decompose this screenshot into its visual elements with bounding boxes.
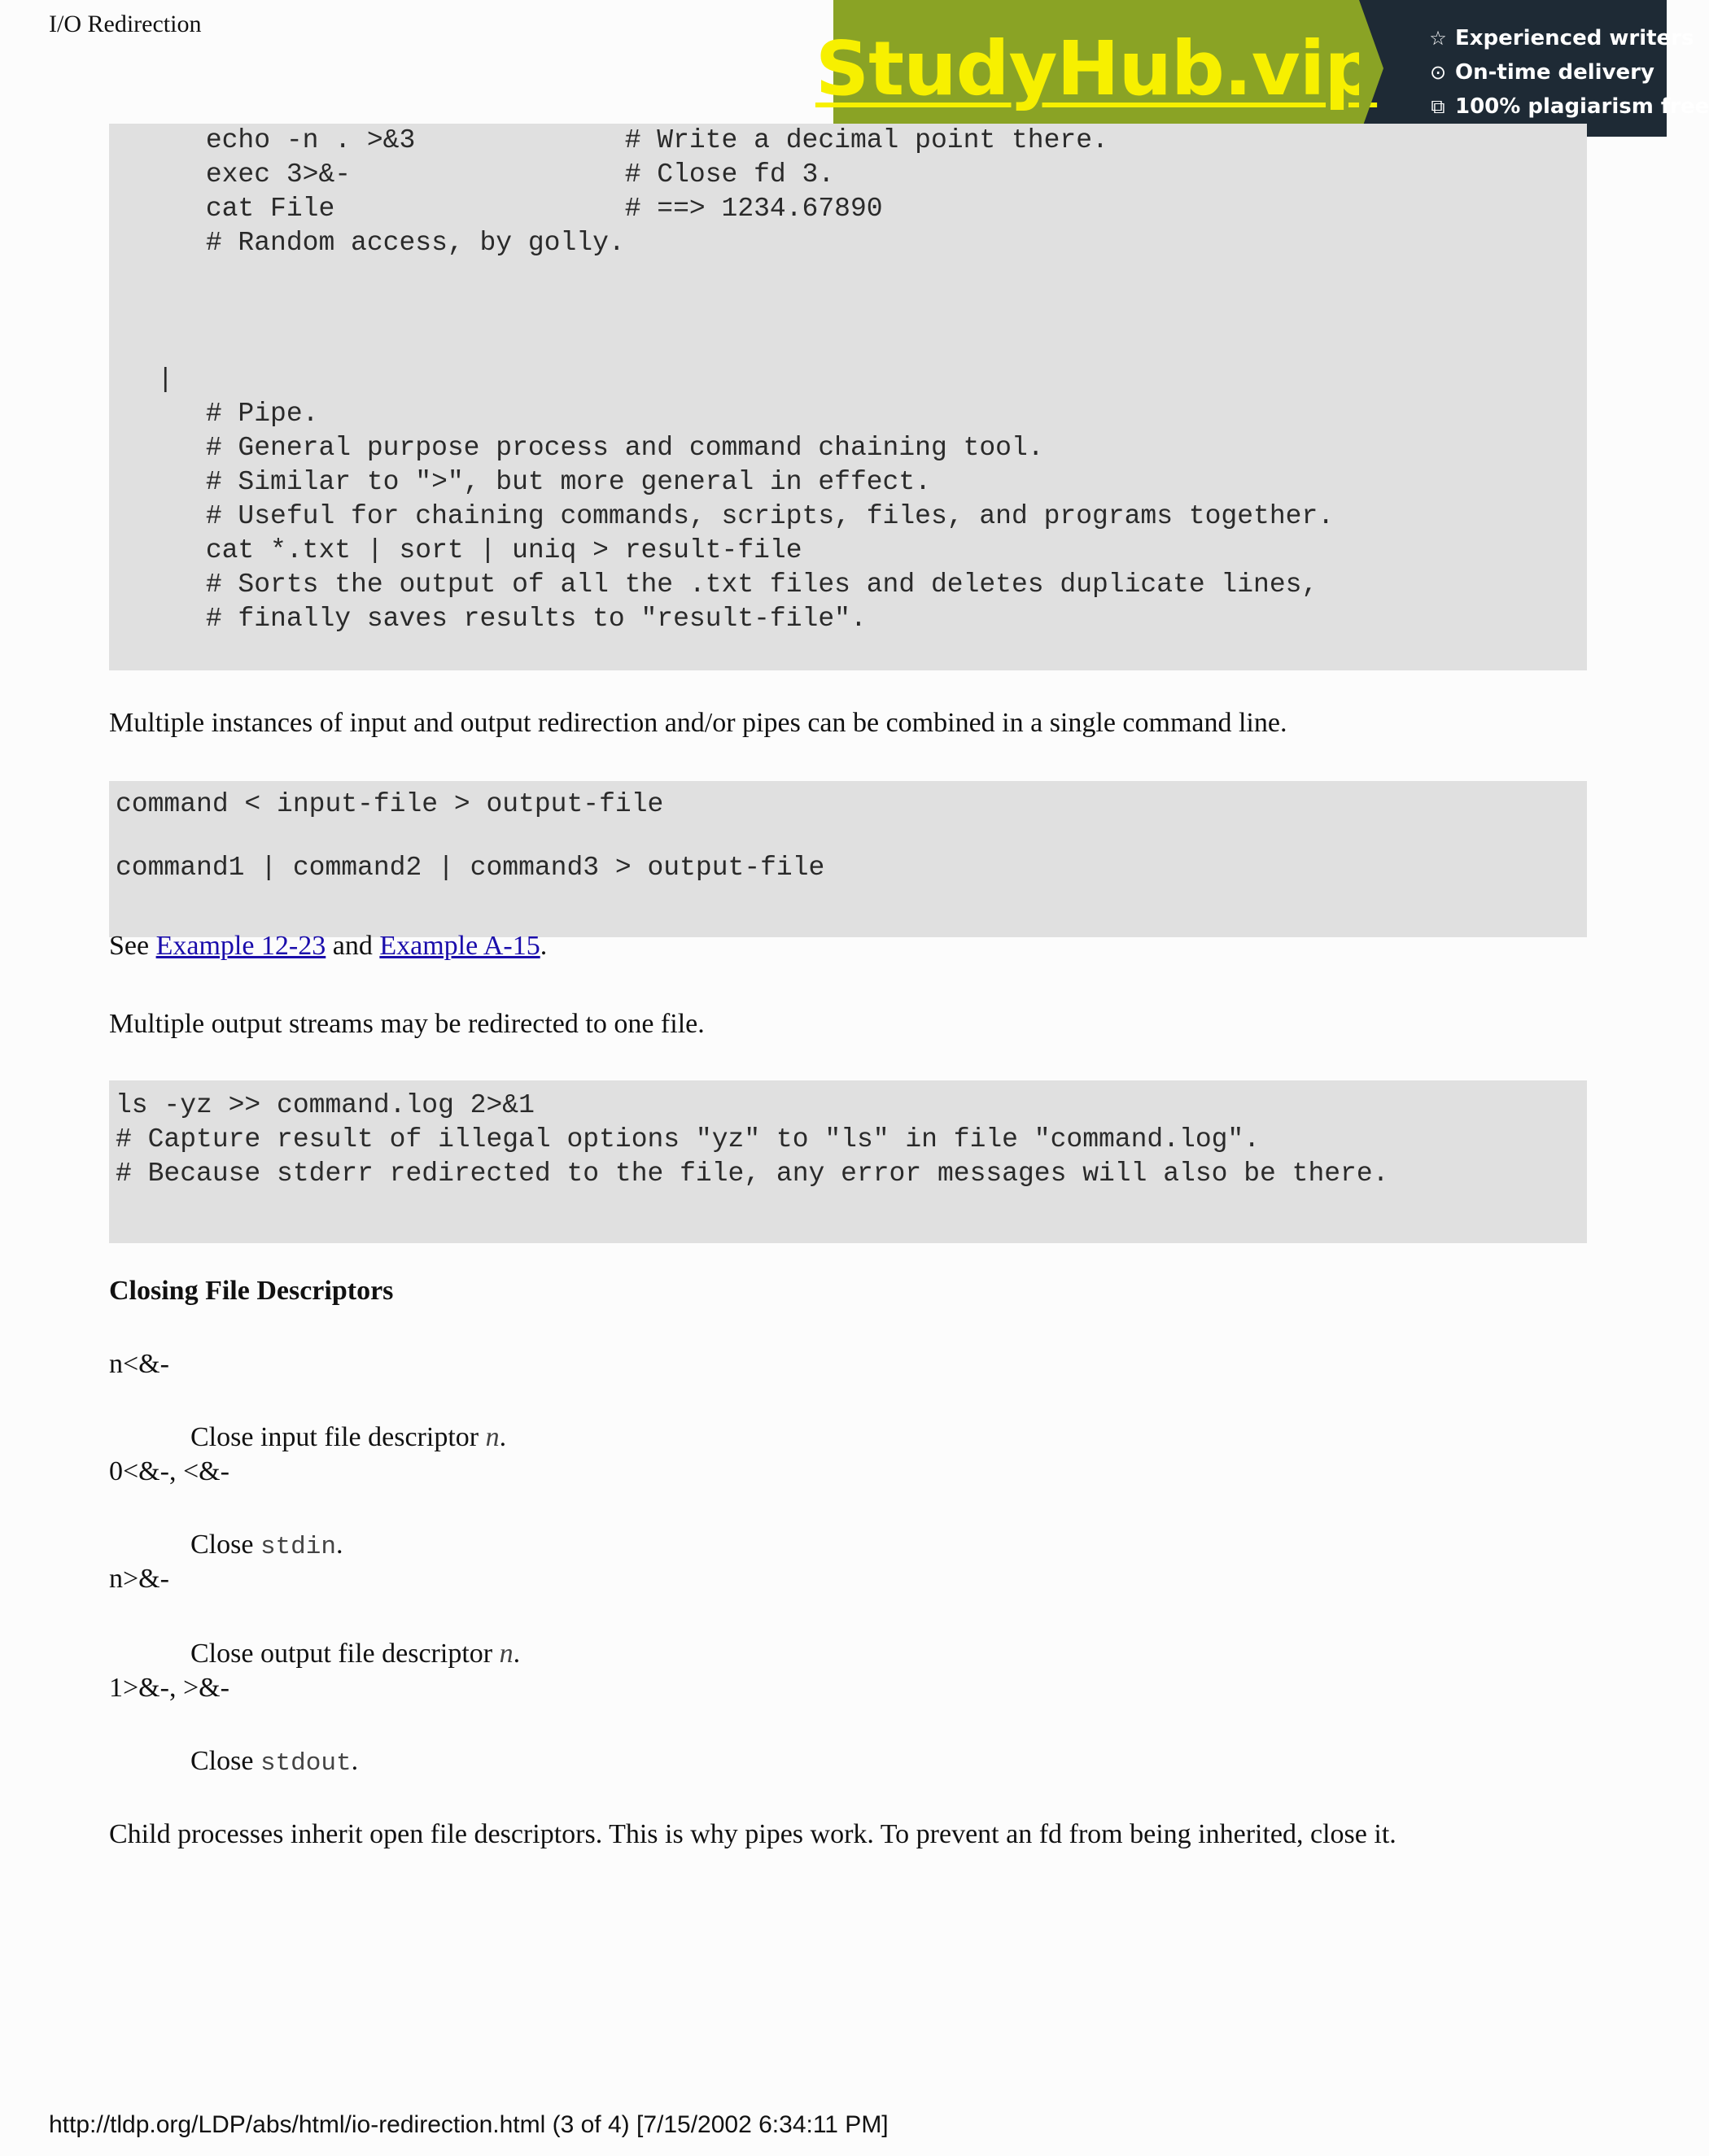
code-line: cat File # ==> 1234.67890 (109, 194, 883, 224)
term-close-output-n: n>&- (109, 1564, 169, 1594)
code-line: # Because stderr redirected to the file, any error messages will also be there. (116, 1159, 1389, 1189)
copy-icon: ⧉ (1431, 95, 1445, 118)
term-close-input-n: n<&- (109, 1349, 169, 1379)
code-line: exec 3>&- # Close fd 3. (109, 159, 835, 190)
desc-code: stdin (260, 1533, 336, 1561)
code-line (109, 329, 1587, 363)
code-line (109, 822, 1587, 851)
banner-features (1359, 0, 1709, 137)
see-suffix: . (540, 931, 548, 961)
code-line: # Pipe. (109, 399, 319, 429)
code-line: # finally saves results to "result-file". (109, 604, 867, 634)
feature-on-time-delivery (1427, 55, 1709, 89)
star-icon: ☆ (1429, 27, 1447, 50)
feature-label: On-time delivery (1455, 60, 1654, 85)
feature-label: Experienced writers (1455, 26, 1694, 50)
code-line: # Useful for chaining commands, scripts, files, and programs together. (109, 501, 1335, 531)
desc-close-input-n (190, 1421, 506, 1455)
code-line (109, 260, 1587, 295)
paragraph-output-streams: Multiple output streams may be redirected to one file. (109, 1009, 705, 1039)
desc-suffix: . (513, 1639, 521, 1669)
page-header-title: I/O Redirection (49, 11, 202, 37)
desc-text: Close output file descriptor (190, 1639, 500, 1669)
code-line: # Similar to ">", but more general in effect. (109, 467, 931, 497)
see-middle: and (326, 931, 380, 961)
desc-suffix: . (335, 1530, 343, 1560)
section-heading-closing-fd: Closing File Descriptors (109, 1276, 394, 1306)
desc-text: Close input file descriptor (190, 1422, 486, 1452)
code-line: echo -n . >&3 # Write a decimal point there. (109, 125, 1108, 155)
see-prefix: See (109, 931, 156, 961)
feature-experienced-writers (1427, 21, 1709, 55)
paragraph-multiple-redirection: Multiple instances of input and output redirection and/or pipes can be combined in a single command line. (109, 708, 1287, 738)
studyhub-logo[interactable] (815, 0, 1378, 137)
desc-code: n (485, 1422, 500, 1452)
desc-code: n (499, 1639, 514, 1669)
clock-icon: ⊙ (1429, 61, 1447, 84)
studyhub-banner[interactable] (815, 0, 1709, 137)
desc-close-stdout (190, 1744, 358, 1781)
link-example-12-23[interactable]: Example 12-23 (155, 931, 326, 961)
code-block-combined-redirection (109, 781, 1587, 937)
see-also-paragraph (109, 929, 547, 963)
desc-suffix: . (499, 1422, 507, 1452)
code-line (109, 295, 1587, 329)
code-block-fd-and-pipe (109, 124, 1587, 670)
desc-close-output-n (190, 1637, 520, 1671)
code-line: # Random access, by golly. (109, 228, 625, 258)
link-example-a-15[interactable]: Example A-15 (379, 931, 540, 961)
desc-close-stdin (190, 1528, 343, 1565)
feature-plagiarism-free (1427, 89, 1709, 124)
code-line: # General purpose process and command chaining tool. (109, 433, 1044, 463)
paragraph-child-processes: Child processes inherit open file descriptors. This is why pipes work. To prevent an fd from being inherited, close it. (109, 1819, 1396, 1849)
term-close-stdin: 0<&-, <&- (109, 1456, 229, 1486)
desc-text: Close (190, 1530, 260, 1560)
code-line: command < input-file > output-file (116, 789, 664, 819)
code-line: ls -yz >> command.log 2>&1 (116, 1090, 535, 1120)
code-line: | (109, 364, 174, 395)
studyhub-logo-text[interactable]: StudyHub.vip (815, 24, 1378, 112)
code-block-stderr-redirection (109, 1080, 1587, 1243)
code-line: # Sorts the output of all the .txt files and deletes duplicate lines, (109, 570, 1318, 600)
page-footer-url: http://tldp.org/LDP/abs/html/io-redirection.html (3 of 4) [7/15/2002 6:34:11 PM] (49, 2111, 889, 2138)
code-line: cat *.txt | sort | uniq > result-file (109, 535, 802, 565)
feature-label: 100% plagiarism free (1455, 94, 1709, 119)
term-close-stdout: 1>&-, >&- (109, 1673, 229, 1703)
code-line: # Capture result of illegal options "yz" to "ls" in file "command.log". (116, 1124, 1261, 1154)
desc-suffix: . (351, 1746, 359, 1776)
desc-code: stdout (260, 1749, 352, 1778)
desc-text: Close (190, 1746, 260, 1776)
code-line: command1 | command2 | command3 > output-file (116, 853, 825, 883)
